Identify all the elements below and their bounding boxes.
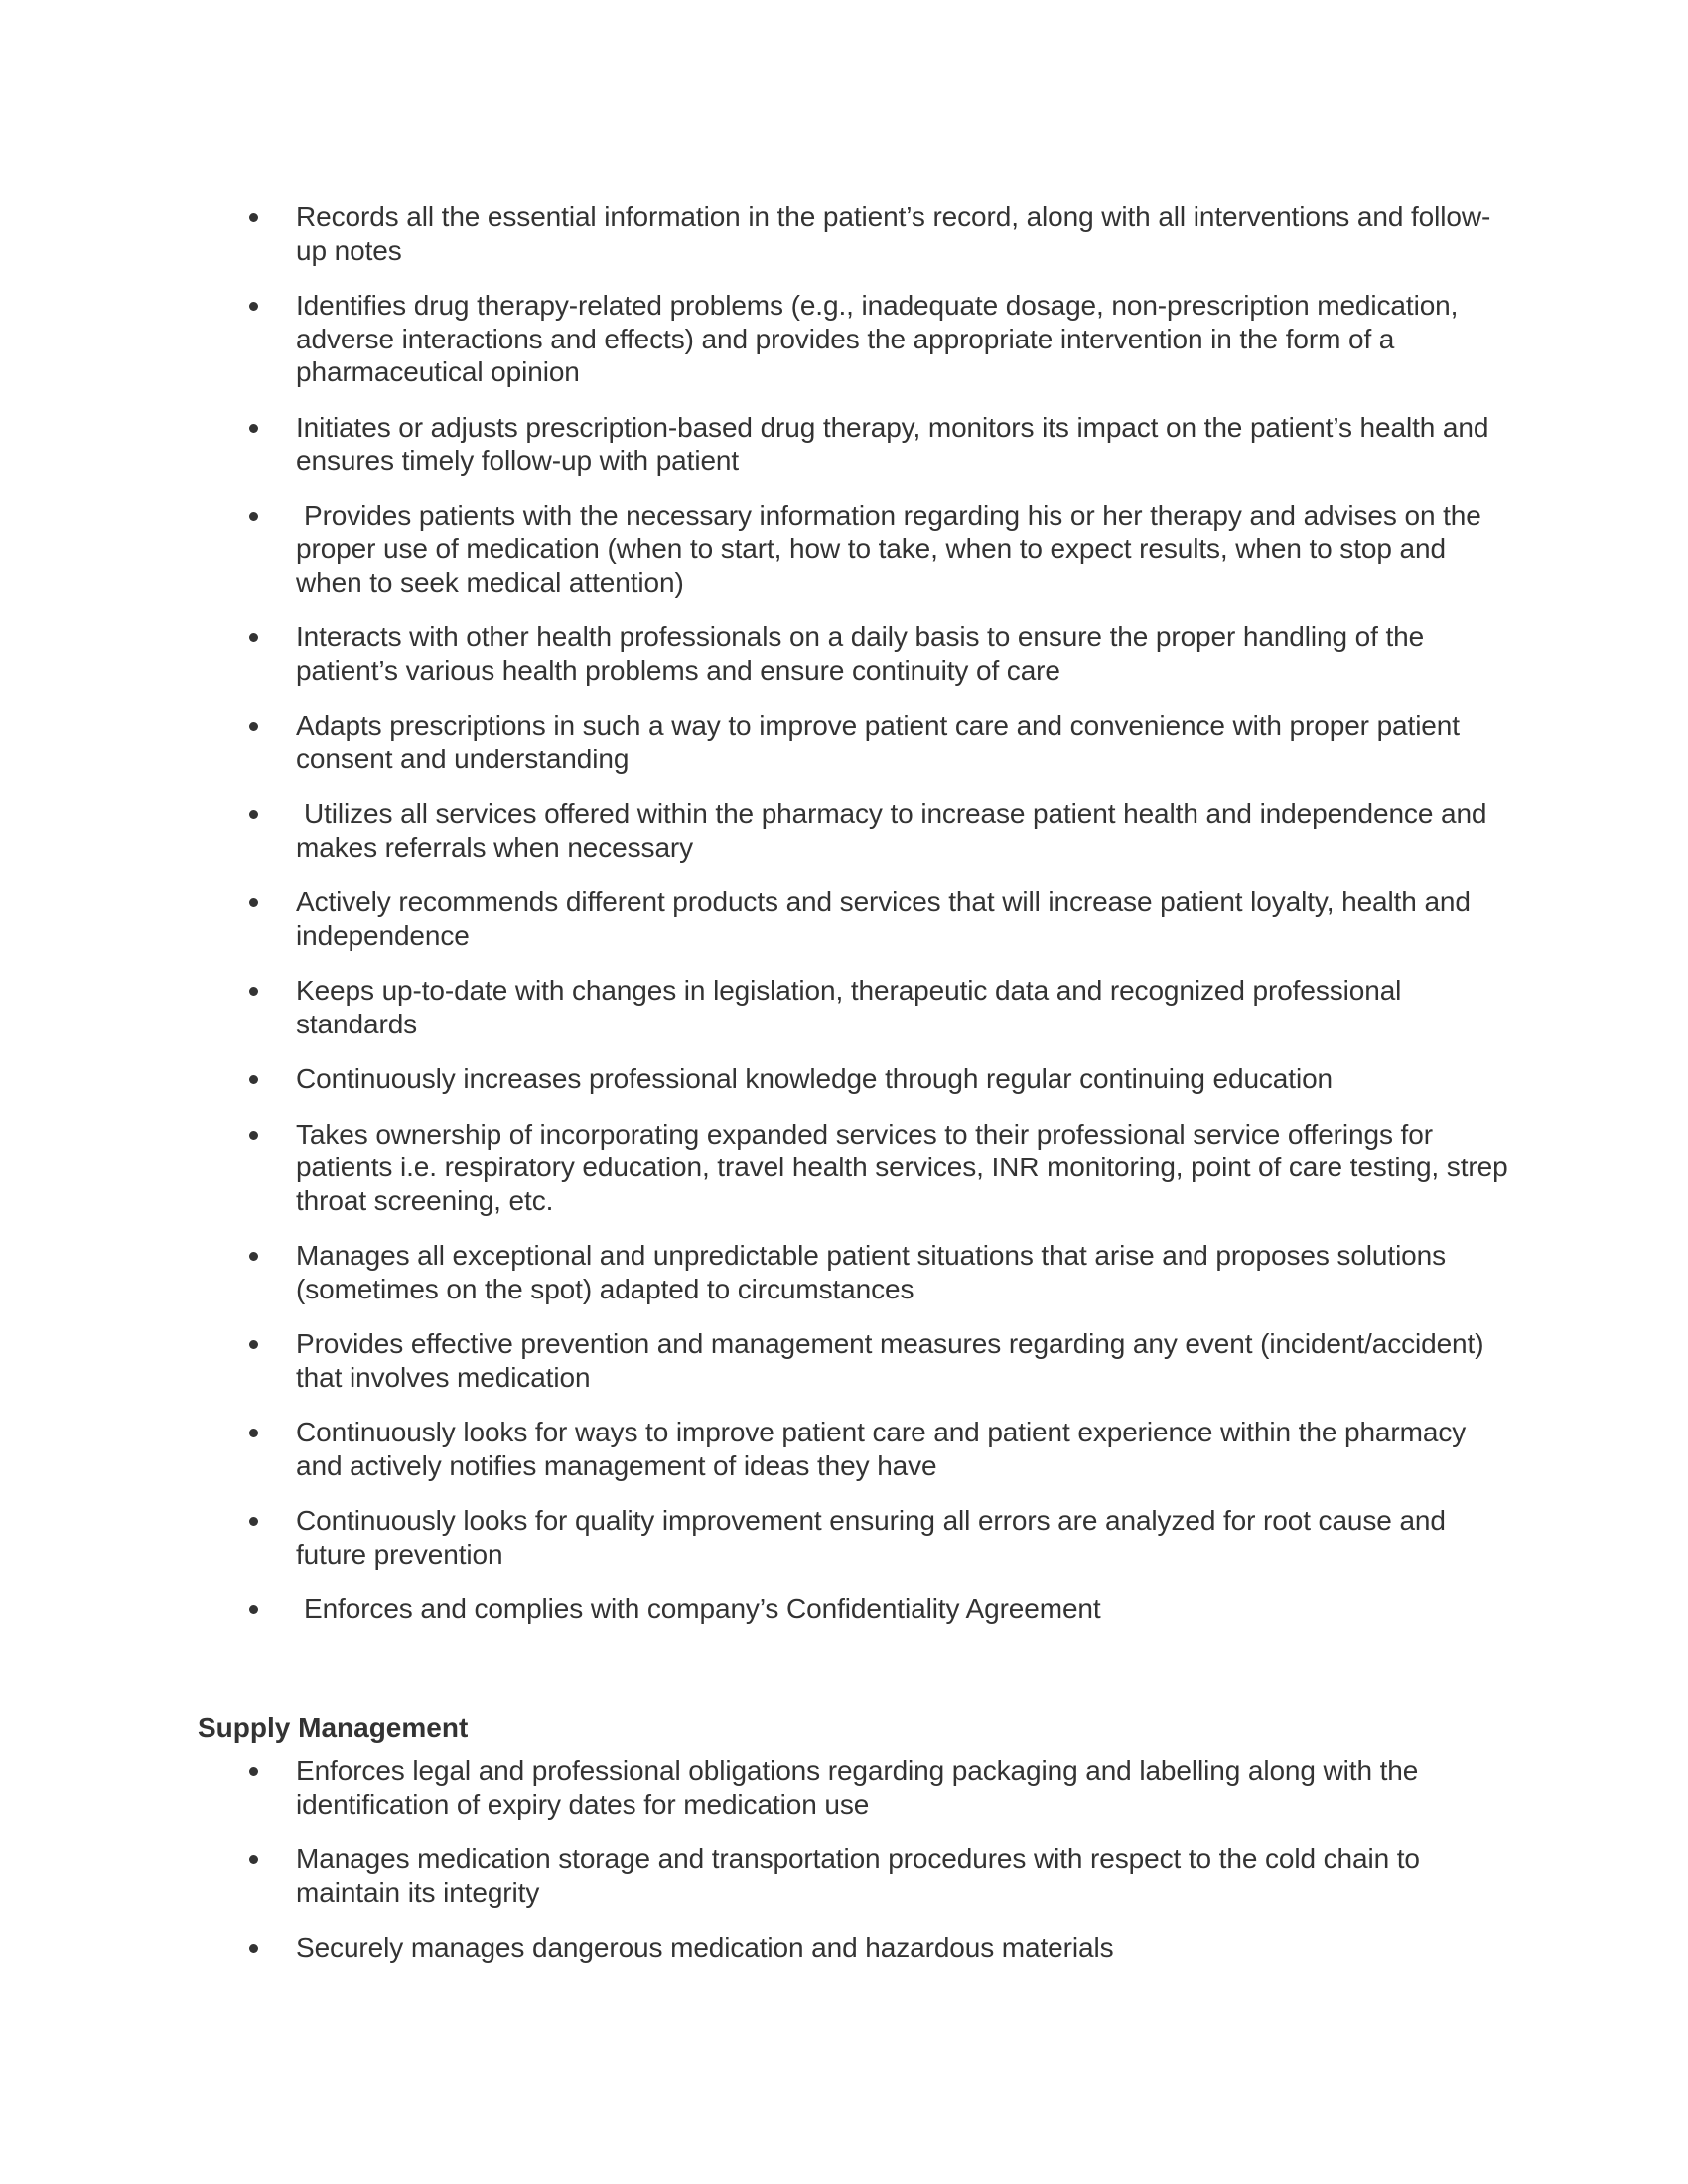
list-item — [0, 1118, 1688, 1218]
bullet-icon — [249, 810, 258, 819]
list-item-text: Adapts prescriptions in such a way to improve patient care and convenience with proper patient consent and understanding — [296, 710, 1460, 774]
bullet-icon — [249, 633, 258, 642]
list-item — [0, 1327, 1688, 1394]
list-item — [0, 201, 1688, 267]
list-item-text: Utilizes all services offered within the pharmacy to increase patient health and independence and makes referrals when necessary — [296, 798, 1487, 863]
list-item — [0, 1416, 1688, 1482]
list-item-text: Takes ownership of incorporating expanded services to their professional service offerings for patients i.e. respiratory education, travel health services, INR monitoring, point of care testing, strep throat screening, etc. — [296, 1118, 1508, 1216]
bullet-icon — [249, 1855, 258, 1864]
list-item-text: Manages all exceptional and unpredictable patient situations that arise and proposes solutions (sometimes on the spot) adapted to circumstances — [296, 1240, 1447, 1304]
list-item — [0, 1504, 1688, 1570]
list-item — [0, 411, 1688, 478]
list-item-text: Interacts with other health professionals on a daily basis to ensure the proper handling of the patient’s various health problems and ensure continuity of care — [296, 621, 1425, 686]
list-item — [0, 1843, 1688, 1909]
bullet-icon — [249, 1429, 258, 1437]
supply-management-list — [0, 1754, 1688, 1986]
list-item-text: Enforces and complies with company’s Confidentiality Agreement — [304, 1593, 1101, 1624]
list-item — [0, 974, 1688, 1040]
bullet-icon — [249, 1252, 258, 1261]
list-item-text: Securely manages dangerous medication and hazardous materials — [296, 1932, 1114, 1963]
bullet-icon — [249, 424, 258, 433]
list-item — [0, 709, 1688, 775]
list-item — [0, 1754, 1688, 1821]
bullet-icon — [249, 722, 258, 731]
list-item-text: Provides effective prevention and management measures regarding any event (incident/accident) that involves medication — [296, 1328, 1484, 1393]
list-item-text: Continuously increases professional knowledge through regular continuing education — [296, 1063, 1334, 1094]
list-item-text: Manages medication storage and transportation procedures with respect to the cold chain to maintain its integrity — [296, 1843, 1420, 1908]
bullet-icon — [249, 898, 258, 907]
section-heading-supply-management: Supply Management — [198, 1712, 469, 1743]
bullet-icon — [249, 1767, 258, 1776]
list-item-text: Enforces legal and professional obligations regarding packaging and labelling along with the identification of expiry dates for medication use — [296, 1755, 1419, 1820]
list-item — [0, 620, 1688, 687]
bullet-icon — [249, 1517, 258, 1526]
list-item-text: Records all the essential information in the patient’s record, along with all interventions and follow-up notes — [296, 202, 1491, 266]
list-item-text: Provides patients with the necessary information regarding his or her therapy and advises on the proper use of medication (when to start, how to take, when to expect results, when to stop and when to seek medical attention) — [296, 499, 1481, 598]
list-item — [0, 1592, 1688, 1626]
list-item-text: Identifies drug therapy-related problems (e.g., inadequate dosage, non-prescription medication, adverse interactions and effects) and provides the appropriate intervention in the form of a pharmaceutical opinion — [296, 290, 1459, 387]
list-item-text: Actively recommends different products and services that will increase patient loyalty, health and independence — [296, 887, 1471, 951]
bullet-icon — [249, 1340, 258, 1349]
bullet-icon — [249, 302, 258, 311]
list-item-text: Continuously looks for ways to improve patient care and patient experience within the pharmacy and actively notifies management of ideas they have — [296, 1417, 1467, 1481]
list-item — [0, 1931, 1688, 1965]
list-item — [0, 797, 1688, 864]
bullet-icon — [249, 1131, 258, 1140]
list-item-text: Keeps up-to-date with changes in legislation, therapeutic data and recognized professional standards — [296, 975, 1402, 1039]
duties-list — [0, 201, 1688, 1648]
list-item-text: Initiates or adjusts prescription-based drug therapy, monitors its impact on the patient’s health and ensures timely follow-up with patient — [296, 411, 1489, 476]
bullet-icon — [249, 1075, 258, 1084]
list-item-text: Continuously looks for quality improvement ensuring all errors are analyzed for root cause and future prevention — [296, 1505, 1446, 1570]
bullet-icon — [249, 1944, 258, 1953]
bullet-icon — [249, 1605, 258, 1614]
list-item — [0, 886, 1688, 952]
bullet-icon — [249, 987, 258, 996]
list-item — [0, 499, 1688, 600]
list-item — [0, 289, 1688, 389]
list-item — [0, 1239, 1688, 1305]
bullet-icon — [249, 213, 258, 222]
bullet-icon — [249, 512, 258, 521]
list-item — [0, 1062, 1688, 1096]
